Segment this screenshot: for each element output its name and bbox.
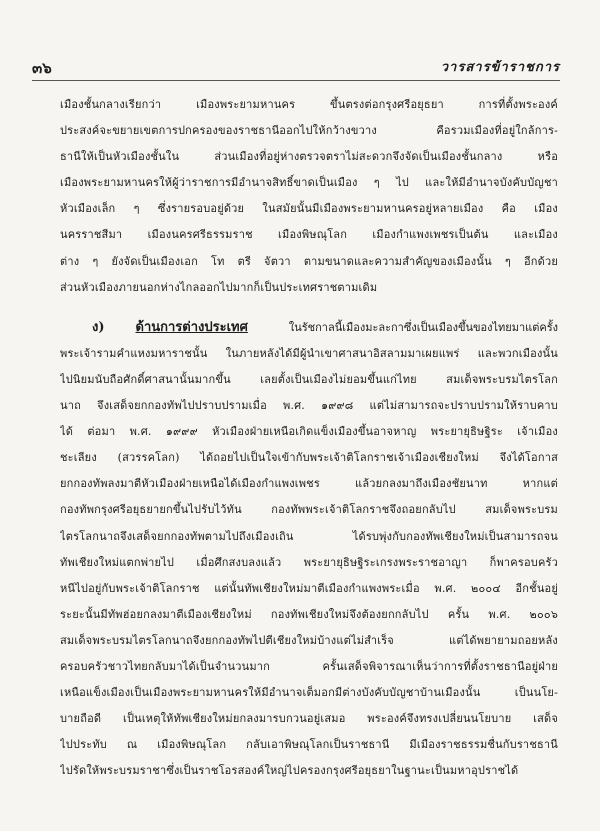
paragraph-foreign-affairs xyxy=(60,341,558,785)
text-line: ไตรโลกนาถจึงเสด็จยกกองทัพตามไปถึงเมืองเถิน ได้รบพุ่งกับกองทัพเชียงใหม่เป็นสามารถจน xyxy=(60,529,558,543)
page-number: ๓๖ xyxy=(32,59,52,77)
text-line: ยกกองทัพลงมาตีหัวเมืองฝ่ายเหนือได้เมืองกำแพงเพชร แล้วยกลงมาถึงเมืองชัยนาท หากแต่ xyxy=(60,477,558,491)
text-line: หัวเมืองเล็ก ๆ ซึ่งรายรอบอยู่ด้วย ในสมัยนั้นมีเมืองพระยามหานครอยู่หลายเมือง คือ เมือง xyxy=(60,202,558,216)
header-rule xyxy=(32,80,560,81)
text-line: ต่าง ๆ ยังจัดเป็นเมืองเอก โท ตรี จัตวา ตามขนาดและความสำคัญของเมืองนั้น ๆ อีกด้วย xyxy=(60,254,558,268)
section-heading-line xyxy=(60,315,558,341)
text-line: ได้ ต่อมา พ.ศ. ๑๙๙๙ หัวเมืองฝ่ายเหนือเกิดแข็งเมืองขึ้นอาจหาญ พระยายุธิษฐิระ เจ้าเมือง xyxy=(60,425,558,439)
paragraph-administration xyxy=(60,92,558,301)
text-line: เมืองพระยามหานครให้ผู้ว่าราชการมีอำนาจสิทธิ์ขาดเป็นเมือง ๆ ไป และให้มีอำนาจบังคับบัญชา xyxy=(60,176,558,190)
text-line: ไปประทับ ณ เมืองพิษณุโลก กลับเอาพิษณุโลกเป็นราชธานี มีเมืองราชธรรมชื่นกับราชธานี xyxy=(60,738,558,752)
text-line: ระยะนั้นมีทัพฮ่อยกลงมาตีเมืองเชียงใหม่ กองทัพเชียงใหม่จึงต้องยกกลับไป ครั้น พ.ศ. ๒๐๐๖ xyxy=(60,607,558,621)
text-line: ไปนิยมนับถือศักดิ์ศาสนานั้นมากขึ้น เลยตั้งเป็นเมืองไม่ยอมขึ้นแก่ไทย สมเด็จพระบรมไตรโลก xyxy=(60,372,558,386)
text-line: ครอบครัวชาวไทยกลับมาได้เป็นจำนวนมาก ครั้นเสด็จพิจารณาเห็นว่าการที่ตั้งราชธานีอยู่ฝ่าย xyxy=(60,659,558,673)
text-line: ธานีให้เป็นหัวเมืองชั้นใน ส่วนเมืองที่อยู่ห่างตรวจตราไม่สะดวกจึงจัดเป็นเมืองชั้นกลาง หรือ xyxy=(60,150,558,164)
text-line: ส่วนหัวเมืองภายนอกห่างไกลออกไปมากก็เป็นประเทศราชตามเดิม xyxy=(60,280,378,294)
text-line: พระเจ้ารามคำแหงมหาราชนั้น ในภายหลังได้มีผู้นำเขาศาสนาอิสลามมาเผยแพร่ และพวกเมืองนั้น xyxy=(60,346,558,360)
text-line: ไปรัดให้พระบรมราชาซึ่งเป็นราชโอรสองค์ใหญ่ไปครองกรุงศรีอยุธยาในฐานะเป็นมหาอุปราชได้ xyxy=(60,764,519,778)
text-line: บายถือดี เป็นเหตุให้ทัพเชียงใหม่ยกลงมารบกวนอยู่เสมอ พระองค์จึงทรงเปลี่ยนนโยบาย เสด็จ xyxy=(60,712,558,726)
text-line: กองทัพกรุงศรีอยุธยายกขึ้นไปรับไว้ทัน กองทัพพระเจ้าติโลกราชจึงถอยกลับไป สมเด็จพระบรม xyxy=(60,503,558,517)
paragraph-gap xyxy=(60,301,558,315)
text-line: ชะเลียง (สวรรคโลก) ได้ถอยไปเป็นใจเข้ากับพระเจ้าติโลกราชเจ้าเมืองเชียงใหม่ จึงได้โอกาส xyxy=(60,451,558,465)
text-line: เหนือแข็งเมืองเป็นเมืองพระยามหานครให้มีอำนาจเต็มอกมีต่างบังคับบัญชาบ้านเมืองนั้น เป็นนโย- xyxy=(60,686,558,700)
text-line: ทัพเชียงใหม่แตกพ่ายไป เมื่อศึกสงบลงแล้ว พระยายุธิษฐิระเกรงพระราชอาญา ก็พาครอบครัว xyxy=(60,555,558,569)
journal-title: วารสารข้าราชการ xyxy=(440,60,560,75)
text-line: นครราชสีมา เมืองนครศรีธรรมราช เมืองพิษณุโลก เมืองกำแพงเพชรเป็นต้น และเมือง xyxy=(60,228,558,242)
text-line: เมืองชั้นกลางเรียกว่า เมืองพระยามหานคร ขึ้นตรงต่อกรุงศรีอยุธยา การที่ตั้งพระองค์ xyxy=(60,98,558,111)
text-line: นาถ จึงเสด็จยกกองทัพไปปราบปรามเมื่อ พ.ศ. ๑๙๙๘ แต่ไม่สามารถจะปราบปรามให้ราบคาบ xyxy=(60,399,558,413)
page-header xyxy=(32,56,560,76)
section-number: ง) xyxy=(92,319,105,335)
text-line: หนีไปอยู่กับพระเจ้าติโลกราช แต่นั้นทัพเชียงใหม่มาตีเมืองกำแพงพระเมื่อ พ.ศ. ๒๐๐๔ อีกชั้นอยู่ xyxy=(60,581,558,595)
body-text xyxy=(60,92,558,784)
section-first-line-text: ในรัชกาลนี้เมืองมะละกาซึ่งเป็นเมืองขึ้นของไทยมาแต่ครั้ง xyxy=(288,320,558,334)
text-line: ประสงค์จะขยายเขตการปกครองของราชธานีออกไปให้กว้างขวาง คือรวมเมืองที่อยู่ใกล้การ- xyxy=(60,124,558,138)
section-title: ด้านการต่างประเทศ xyxy=(135,319,248,335)
text-line: สมเด็จพระบรมไตรโลกนาถจึงยกกองทัพไปตีเชียงใหม่บ้างแต่ไม่สำเร็จ แต่ได้พยายามถอยหลัง xyxy=(60,633,558,647)
